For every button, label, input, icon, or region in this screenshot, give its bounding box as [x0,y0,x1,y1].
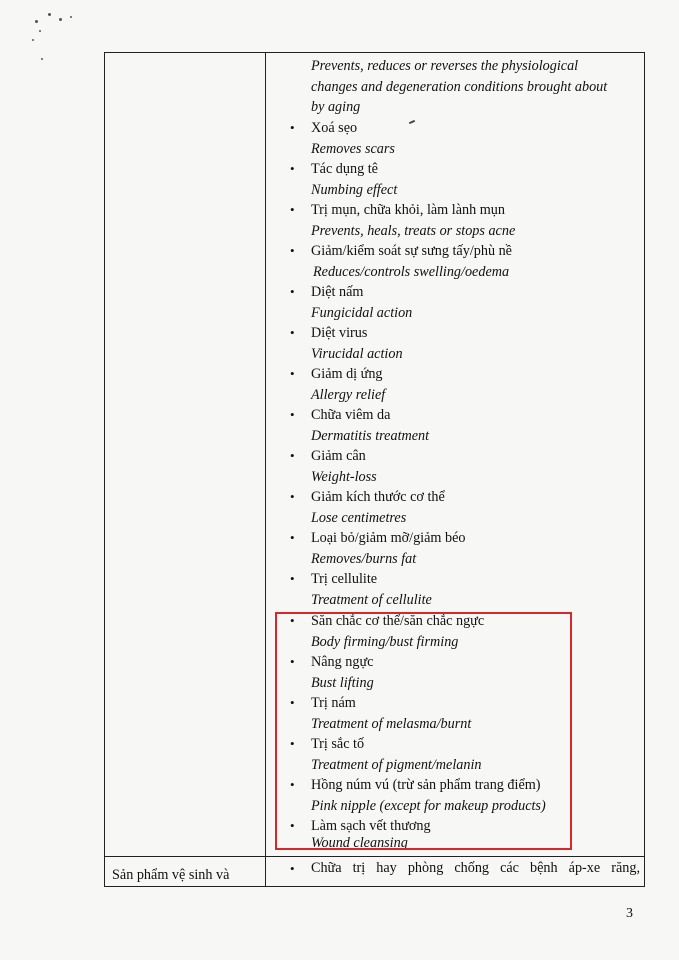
claim-vietnamese: Giảm cân [311,448,366,464]
claim-vietnamese: Diệt nấm [311,284,364,300]
scan-dot [39,30,41,32]
claim-english: Dermatitis treatment [311,427,430,444]
claim-english: Treatment of cellulite [311,591,432,608]
scan-dot [35,20,38,23]
claim-vietnamese: Xoá sẹo [311,120,358,136]
bullet-icon: • [290,654,295,669]
claim-english: Removes scars [311,140,395,157]
bullet-icon: • [290,243,295,258]
bullet-icon: • [290,284,295,299]
bullet-icon: • [290,202,295,217]
product-category-label: Sản phẩm vệ sinh và [112,867,230,883]
claim-vietnamese: Săn chắc cơ thể/săn chắc ngực [311,613,485,629]
claim-english: Treatment of melasma/burnt [311,715,472,732]
claim-vietnamese: Hồng núm vú (trừ sản phẩm trang điểm) [311,777,541,793]
bullet-icon: • [290,407,295,422]
claim-vietnamese: Nâng ngực [311,654,374,670]
bullet-icon: • [290,448,295,463]
intro-line: changes and degeneration conditions brought about [311,78,608,95]
table-left-border [104,52,105,887]
bullet-icon: • [290,161,295,176]
intro-translation [311,56,639,118]
table-top-border [104,52,645,53]
claim-vietnamese: Trị mụn, chữa khỏi, làm lành mụn [311,202,505,218]
claim-vietnamese: Chữa viêm da [311,407,391,423]
claim-vietnamese: Giảm dị ứng [311,366,383,382]
claim-english: Body firming/bust firming [311,633,459,650]
claim-english: Weight-loss [311,468,377,485]
scan-dot [59,18,62,21]
table-column-divider [265,52,266,887]
bullet-icon: • [290,777,295,792]
bullet-icon: • [290,818,295,833]
bullet-icon: • [290,489,295,504]
claim-english: Allergy relief [311,386,386,403]
claim-english: Bust lifting [311,674,374,691]
bullet-icon: • [290,325,295,340]
page-number: 3 [626,906,633,921]
claim-vietnamese: Trị nám [311,695,356,711]
claim-english: Numbing effect [311,181,398,198]
bullet-icon: • [290,366,295,381]
claim-english: Removes/burns fat [311,550,417,567]
scan-dot [48,13,51,16]
claim-english: Wound cleansing [311,835,408,851]
claim-vietnamese: Giảm kích thước cơ thể [311,489,445,505]
claim-vietnamese: Giảm/kiểm soát sự sưng tấy/phù nề [311,243,512,259]
claim-vietnamese: Trị sắc tố [311,736,365,752]
bullet-icon: • [290,530,295,545]
claim-vietnamese: Diệt virus [311,325,368,341]
bullet-icon: • [290,120,295,135]
claim-english: Lose centimetres [311,509,407,526]
claim-vietnamese: Loại bỏ/giảm mỡ/giảm béo [311,530,466,546]
claim-english: Reduces/controls swelling/oedema [313,263,510,280]
claim-english: Treatment of pigment/melanin [311,756,482,773]
claim-english: Prevents, heals, treats or stops acne [311,222,516,239]
bottom-claim-text: Chữa trị hay phòng chống các bệnh áp-xe răng, [311,860,640,876]
bullet-icon: • [290,861,295,876]
scan-dot [70,16,72,18]
claim-english: Fungicidal action [311,304,413,321]
claim-english: Virucidal action [311,345,403,362]
claim-vietnamese: Trị cellulite [311,571,378,587]
bullet-icon: • [290,571,295,586]
table-right-border [644,52,645,887]
intro-line: Prevents, reduces or reverses the physiological [311,58,579,74]
bullet-icon: • [290,695,295,710]
intro-line: by aging [311,99,361,116]
bullet-icon: • [290,736,295,751]
claim-english: Pink nipple (except for makeup products) [311,797,546,814]
scan-dot [41,58,43,60]
scan-dot [32,39,34,41]
claim-vietnamese: Làm sạch vết thương [311,818,431,834]
table-row-divider [104,856,645,857]
claim-vietnamese: Tác dụng tê [311,161,378,177]
bullet-icon: • [290,613,295,628]
red-highlight-box [275,612,572,850]
table-bottom-border [104,886,645,887]
